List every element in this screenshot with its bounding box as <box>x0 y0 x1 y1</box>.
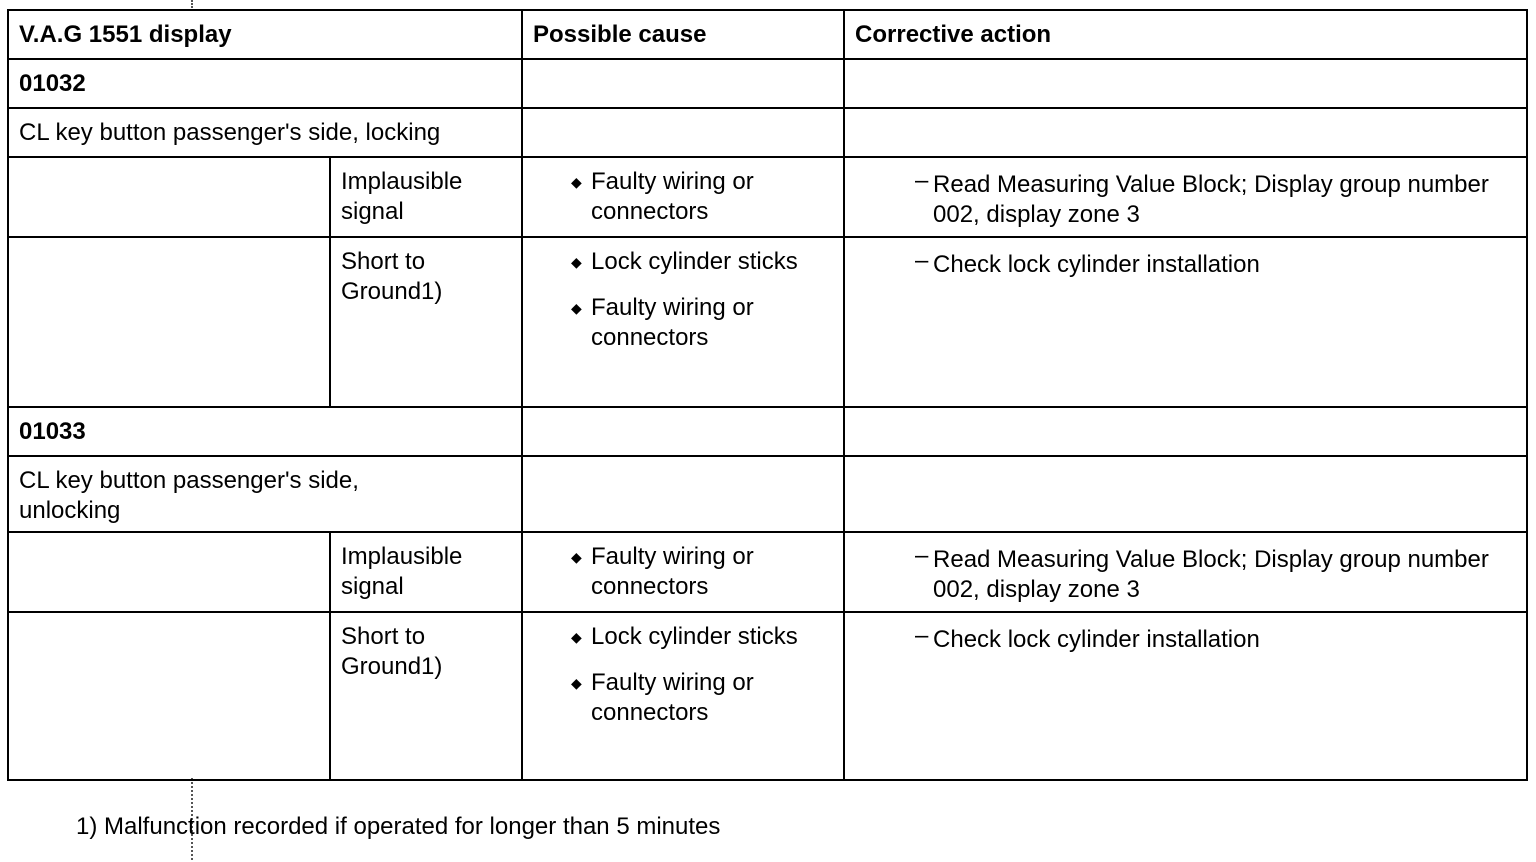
fault-condition: Implausible signal <box>330 532 522 612</box>
header-action: Corrective action <box>844 10 1527 59</box>
fault-row <box>8 612 1527 780</box>
corrective-action: – Check lock cylinder installation <box>915 622 1260 653</box>
corrective-action: – Check lock cylinder installation <box>915 247 1260 278</box>
cause-list <box>523 533 843 602</box>
cause-item: ◆ Faulty wiring or connectors <box>571 543 754 600</box>
bullet-icon: ◆ <box>571 300 582 316</box>
cause-item: ◆ Lock cylinder sticks <box>571 248 798 275</box>
corrective-action: – Read Measuring Value Block; Display group number 002, display zone 3 <box>915 542 1489 603</box>
description-row <box>8 456 1527 532</box>
cause-item: ◆ Faulty wiring or connectors <box>571 168 754 225</box>
bullet-icon: ◆ <box>571 629 582 645</box>
fault-row <box>8 532 1527 612</box>
fault-condition: Short to Ground1) <box>330 612 522 780</box>
diagnostic-table <box>7 9 1528 781</box>
dash-icon: – <box>915 542 929 569</box>
corrective-action: – Read Measuring Value Block; Display group number 002, display zone 3 <box>915 167 1489 228</box>
header-row <box>8 10 1527 59</box>
bullet-icon: ◆ <box>571 675 582 691</box>
header-display: V.A.G 1551 display <box>8 10 522 59</box>
cause-item: ◆ Faulty wiring or connectors <box>571 669 754 726</box>
bullet-icon: ◆ <box>571 174 582 190</box>
fault-row <box>8 237 1527 407</box>
cause-list <box>523 613 843 728</box>
dash-icon: – <box>915 622 929 649</box>
description-row <box>8 108 1527 157</box>
cause-item: ◆ Faulty wiring or connectors <box>571 294 754 351</box>
bullet-icon: ◆ <box>571 549 582 565</box>
dash-icon: – <box>915 247 929 274</box>
cause-list <box>523 158 843 227</box>
fault-description: CL key button passenger's side, unlocking <box>8 456 522 532</box>
code-row <box>8 59 1527 108</box>
fault-code: 01033 <box>8 407 522 456</box>
cause-item: ◆ Lock cylinder sticks <box>571 623 798 650</box>
dash-icon: – <box>915 167 929 194</box>
code-row <box>8 407 1527 456</box>
cause-list <box>523 238 843 353</box>
binding-dots-top <box>191 0 198 8</box>
fault-code: 01032 <box>8 59 522 108</box>
fault-condition: Short to Ground1) <box>330 237 522 407</box>
fault-description: CL key button passenger's side, locking <box>8 108 522 157</box>
footnote: 1) Malfunction recorded if operated for longer than 5 minutes <box>76 813 721 840</box>
fault-row <box>8 157 1527 237</box>
header-cause: Possible cause <box>522 10 844 59</box>
fault-condition: Implausible signal <box>330 157 522 237</box>
bullet-icon: ◆ <box>571 254 582 270</box>
